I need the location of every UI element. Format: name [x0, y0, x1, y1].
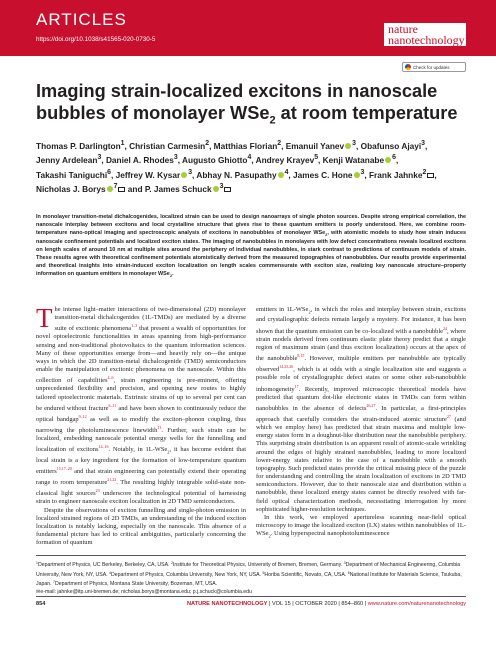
body-text: . Using hyperspectral nanophotoluminescence: [270, 530, 390, 538]
reference-link[interactable]: 1–3: [131, 323, 138, 329]
affiliation-marker: 3: [352, 140, 357, 147]
author[interactable]: , Daniel A. Rhodes: [101, 155, 174, 166]
body-column-right: [256, 306, 466, 541]
affiliation-marker: 1: [120, 140, 125, 147]
affiliation-number: 2: [170, 561, 173, 565]
journal-logo[interactable]: [384, 23, 466, 46]
affiliation-marker: 3: [360, 168, 365, 176]
affiliation-number: 4: [109, 570, 111, 575]
article-title: [36, 80, 466, 132]
paragraph: [256, 306, 466, 514]
body-text: , it has become evident that local strain is a key ingredient for the formation of low-temperature quantum emitters: [36, 446, 247, 475]
affiliation-marker: 5: [314, 154, 319, 162]
reference-link[interactable]: 23: [95, 488, 100, 494]
affiliation-number: 1: [36, 561, 38, 565]
affiliation-marker: 2: [205, 140, 210, 147]
crossmark-icon: [405, 64, 411, 70]
affiliation-marker: 3: [188, 168, 193, 176]
paragraph: Despite the observations of exciton funnelling and single-photon emission in localized strained regions of 2D TMDs, an understanding of the induced exciton localization is notably lacking, especially on the nanoscale. This absence of a fundamental picture has led to critical ambiguities, particularly concerning the formation of quantum: [36, 506, 246, 547]
author[interactable]: Jenny Ardelean: [36, 155, 98, 166]
affiliation-number: 3: [343, 561, 346, 565]
author[interactable]: , Frank Jahnke: [364, 169, 423, 180]
body-column-left: [36, 303, 247, 547]
reference-link[interactable]: 26,27: [366, 402, 376, 408]
author[interactable]: Thomas P. Darlington: [36, 140, 121, 151]
body-subscript: 2: [268, 533, 271, 539]
body-text: , which is at odds with a single localization site and suggests a possible role of crystallographic defect states or some other sub-nanobubble inhomogeneity: [256, 366, 466, 393]
author[interactable]: , Christian Carmesin: [124, 140, 206, 151]
body-text: In this work, we employed apertureless scanning near-field optical microscopy to image the localized exciton (LX) states within nanobubbles of 1L-WSe: [256, 513, 466, 538]
body-text: , in which the roles and interplay between strain, excitons and crystallographic defects remain largely a mystery. For instance, it has been shown that the quantum emission can be co-localized with a nanobubble: [256, 306, 466, 335]
affiliation-marker: 6: [392, 154, 396, 162]
orcid-icon[interactable]: [385, 157, 391, 163]
journal-name: NATURE NANOTECHNOLOGY: [187, 601, 268, 607]
orcid-icon[interactable]: [278, 172, 284, 178]
journal-logo-line2: nanotechnology: [388, 33, 465, 47]
affiliation-text: Department of Physics, Columbia University, New York, NY, USA.: [111, 571, 263, 578]
author[interactable]: , James C. Hone: [288, 169, 353, 180]
author-list: Thomas P. Darlington$^1$, Christian Carmesin$^2$, Matthias Florian$^2$, Emanuil Yanev $^3$, Obafunso Ajayi$^3$, Jenny Ardelean$^3$, Daniel A. Rhodes$^3$, Augusto Ghiotto$^4$, Andrey Krayev$^5$, Kenji Watanabe $^6$, Takashi Taniguchi$^6$, Jeffrey W. Kysar $^3$, Abhay N. Pasupathy $^4$, James C. Hone $^3$, Frank Jahnke$^2$ , Nicholas J. Borys $^7$ and P. James Schuck $^3$: [36, 140, 437, 195]
body-text: (and which we employ here) has predicted that strain maxima and multiple low-energy states form in a doughnut-like distribution near the nanobubble periphery. This surprising strain distribution is an apparent result of atomic-scale wrinkling around the edges of highly strained nanobubbles, leading to more localized lower-energy states relative to the case of a nanobubble with a smooth topography. Such predicted states provide the critical missing piece of the puzzle for understanding and controlling the strain localization of excitons in 2D TMD semiconductors. However, due to their nanoscale size and distribution within a nanobubble, these localized energy states cannot be directly resolved with far-field optical characterization methods, necessitating interrogation by more sophisticated higher-resolution techniques.: [256, 416, 466, 513]
page-number: 854: [36, 601, 46, 607]
reference-link[interactable]: 15,17–20: [56, 465, 72, 471]
reference-link[interactable]: 8,15: [297, 353, 305, 359]
affiliation-marker: 3: [97, 154, 102, 162]
body-text: . In particular, a first-principles approach that carefully considers the strain-induced atomic structure: [256, 404, 466, 423]
affiliation-text: Department of Mechanical Engineering, Columbia University, New York, NY, USA.: [36, 562, 461, 578]
abstract-subscript: 2: [325, 231, 328, 237]
author[interactable]: , Emanuil Yanev: [281, 140, 345, 151]
affiliation-marker: 2: [422, 168, 427, 176]
orcid-icon[interactable]: [345, 143, 351, 149]
abstract-text: In monolayer transition-metal dichalcogenides, localized strain can be used to design nanoarrays of single photon sources. Despite strong empirical correlation, the nanoscale interplay between excitons and local crystalline structure that gives rise to these quantum emitters is poorly understood. Here, we combine room-temperature nano-optical imaging and spectroscopic analysis of excitons in nanobubbles of monolayer WSe: [36, 214, 466, 236]
volume-info: | VOL 15 | OCTOBER 2020 | 854–860 |: [267, 601, 368, 607]
affiliation-marker: 4: [284, 168, 289, 176]
body-subscript: 2: [167, 449, 170, 455]
journal-logo-line1: nature: [388, 22, 418, 36]
affiliations: [36, 560, 466, 597]
footer-divider: [36, 596, 466, 597]
author[interactable]: , Abhay N. Pasupathy: [192, 169, 277, 180]
email-icon[interactable]: [224, 187, 231, 192]
author[interactable]: , Obafunso Ajayi: [356, 140, 422, 151]
body-text: and that strain engineering can potentially extend their operating range to room temperature: [36, 467, 246, 487]
affiliation-text: Department of Physics, UC Berkeley, Berkeley, CA, USA.: [37, 562, 171, 568]
body-text: as well as to modify the exciton–phonon coupling, thus narrowing the photoluminescence linewidth: [36, 415, 247, 435]
reference-link[interactable]: 9–12: [78, 413, 87, 419]
affiliation-divider: [36, 555, 466, 556]
drop-cap: T: [36, 303, 53, 333]
citation-line: [187, 601, 466, 607]
author[interactable]: and P. James Schuck: [125, 184, 212, 195]
affiliation-marker: 3: [219, 183, 224, 191]
reference-link[interactable]: 24: [443, 325, 448, 331]
abstract: [36, 214, 466, 280]
reference-link[interactable]: 27: [446, 414, 451, 419]
orcid-icon[interactable]: [181, 172, 187, 178]
affiliation-marker: 7: [113, 183, 118, 191]
affiliation-number: 5: [262, 570, 265, 575]
body-text: and have been shown to continuously reduce the optical bandgap: [36, 404, 246, 423]
body-text: that present a wealth of opportunities for novel optoelectronic functionalities in areas spanning from high-performance sensing and non-traditional photovoltaics to the quantum information sciences. Many of these opportunities emerge from—and heavily rely on—the unique ways in which the 2D transition-metal dichalcogenide (TMD) semiconductors enable the manipulation of excitonic phenomena on the nanoscale. Within this collection of capabilities: [36, 325, 246, 385]
check-for-updates-label: Check for updates: [413, 64, 450, 70]
affiliation-marker: 4: [247, 154, 252, 162]
author[interactable]: Takashi Taniguchi: [36, 169, 108, 180]
affiliation-number: 6: [347, 570, 350, 575]
journal-url[interactable]: www.nature.com/naturenanotechnology: [367, 601, 466, 607]
abstract-text: .: [172, 270, 174, 277]
reference-link[interactable]: 6–11: [108, 402, 117, 408]
body-text: . However, multiple emitters per nanobubble are typically observed: [256, 355, 466, 374]
check-for-updates-button[interactable]: [402, 62, 466, 72]
paragraph: [36, 303, 247, 507]
author[interactable]: , Jeffrey W. Kysar: [111, 169, 181, 180]
body-text: emitters in 1L-WSe: [256, 306, 309, 313]
affiliation-marker: 2: [277, 140, 282, 147]
body-text: , where strain models derived from continuum elastic plate theory predict that a single region of maximum strain (and thus exciton localization) occurs at the apex of the nanobubble: [256, 327, 466, 363]
body-text: he intense light–matter interactions of two-dimensional (2D) monolayer transition-metal dichalcogenides (1L-TMDs) are mediated by a diverse suite of excitonic phenomena: [54, 306, 246, 333]
affiliation-text: National Institute for Materials Science, Tsukuba, Japan.: [36, 571, 462, 588]
reference-link[interactable]: 4–6: [107, 375, 114, 381]
affiliation-marker: 3: [421, 140, 426, 147]
orcid-icon[interactable]: [107, 186, 113, 192]
affiliation-text: Institute for Theoretical Physics, University of Bremen, Bremen, Germany.: [172, 562, 344, 568]
affiliation-number: 7: [53, 580, 55, 585]
author[interactable]: , Augusto Ghiotto: [177, 155, 248, 166]
author[interactable]: , Kenji Watanabe: [318, 155, 385, 166]
doi-link[interactable]: https://doi.org/10.1038/s41565-020-0730-5: [36, 36, 156, 43]
reference-link[interactable]: 14–16: [98, 444, 109, 450]
title-subscript: 2: [269, 114, 276, 127]
author[interactable]: , Andrey Krayev: [251, 155, 315, 166]
affiliation-text: Department of Physics, Montana State University, Bozeman, MT, USA.: [54, 581, 218, 588]
body-text: underscore the technological potential of harnessing strain to engineer nanoscale exciton localization in 2D TMD semiconductors.: [36, 490, 246, 506]
abstract-text: , with atomistic models to study how strain induces nanoscale confinement potentials and localized exciton states. The imaging of nanobubbles in monolayers with low defect concentrations reveals localized excitons on length scales of around 10 nm at multiple sites around the periphery of individual nanobubbles, in stark contrast to predictions of continuum models of strain. These results agree with theoretical confinement potentials atomistically derived from the measured topographies of nanobubbles. Our results provide experimental and theoretical insights into strain-induced exciton localization on length scales commensurate with exciton size, realizing key nanoscale structure–property information on quantum emitters in monolayer WSe: [36, 229, 466, 277]
reference-link[interactable]: 14,25,26: [279, 364, 294, 370]
reference-link[interactable]: 17: [294, 383, 299, 389]
body-text: . Notably, in 1L-WSe: [108, 446, 168, 454]
reference-link[interactable]: 21,22: [107, 477, 117, 483]
body-text: , strain engineering is pre-eminent, offering unprecedented flexibility and precision, and opening new routes to highly tailored optoelectronic materials. Extrinsic strains of up to several per cent can be endured without fracture: [36, 377, 247, 412]
body-subscript: 2: [308, 309, 311, 315]
affiliation-marker: 3: [173, 154, 178, 162]
section-label: ARTICLES: [36, 10, 127, 29]
body-text: . Further, such strain can be localized, embedding nanoscale potential energy wells for the funnelling and localization of excitons: [36, 427, 246, 454]
body-text: . The resulting highly integrable solid-state non-classical light sources: [36, 479, 246, 498]
author[interactable]: , Matthias Florian: [209, 140, 278, 151]
author[interactable]: Nicholas J. Borys: [36, 184, 106, 195]
affiliation-marker: 6: [107, 168, 111, 176]
affiliation-text: Horiba Scientific, Novato, CA, USA.: [264, 571, 348, 578]
body-text: . Recently, improved microscopic theoretical models have predicted that quantum dot-like electronic states in TMDs can form within nanobubbles in the absence of defects: [256, 385, 466, 412]
email-icon[interactable]: [427, 173, 434, 178]
orcid-icon[interactable]: [354, 172, 360, 178]
orcid-icon[interactable]: [213, 186, 219, 192]
reference-link[interactable]: 13: [157, 425, 162, 431]
abstract-subscript: 2: [169, 272, 173, 278]
title-text: Imaging strain-localized excitons in nanoscale bubbles of monolayer WSe: [36, 81, 438, 123]
corresponding-email[interactable]: ✉e-mail: jahnke@itp.uni-bremen.de; nicholas.borys@montana.edu; p.j.schuck@columbia.edu: [36, 589, 252, 596]
paragraph: [256, 514, 466, 541]
title-tail: at room temperature: [275, 103, 458, 123]
